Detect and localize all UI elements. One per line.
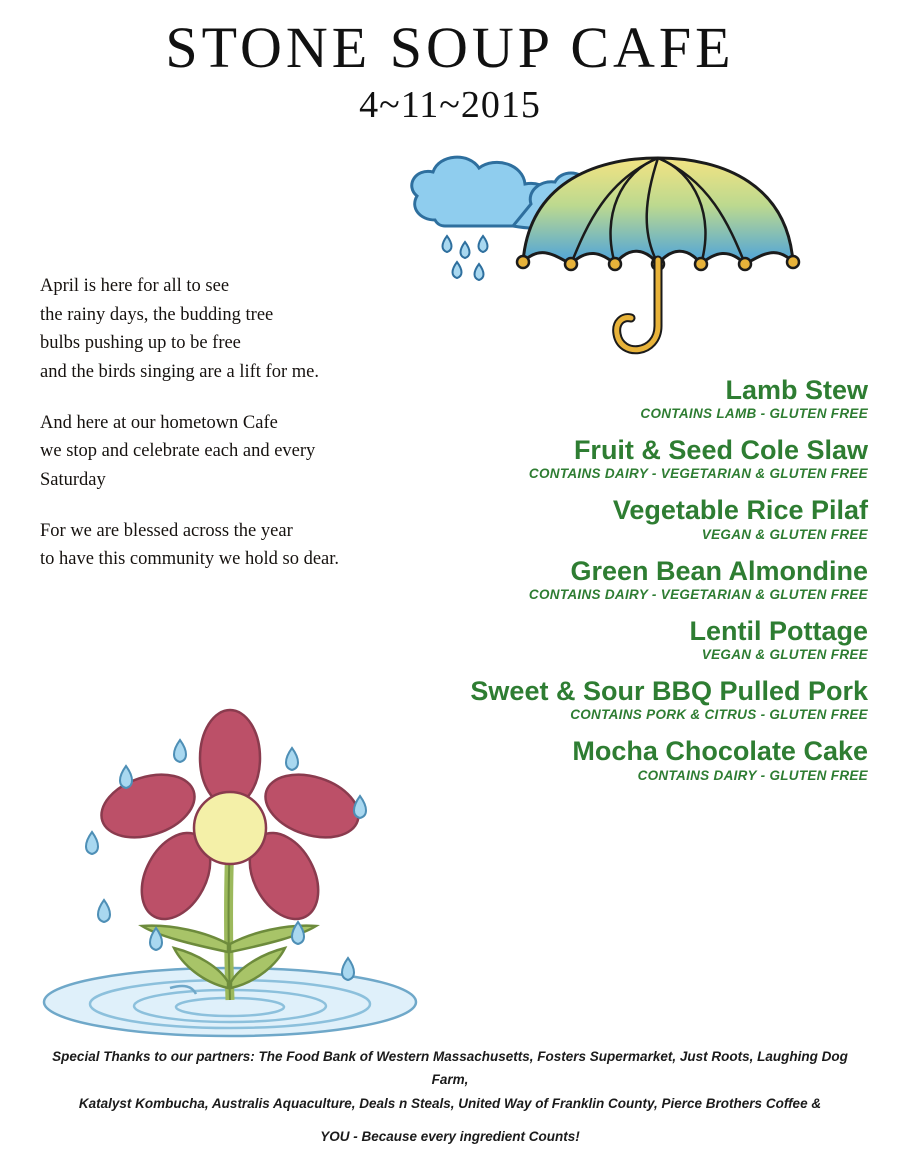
dish-dietary-note: CONTAINS LAMB - GLUTEN FREE xyxy=(640,406,868,422)
dish-name: Green Bean Almondine xyxy=(570,555,868,586)
flower-in-puddle-icon xyxy=(30,700,440,1045)
menu-item xyxy=(438,435,868,481)
footer-thanks xyxy=(40,1045,860,1150)
menu-item xyxy=(438,375,868,421)
dish-name: Fruit & Seed Cole Slaw xyxy=(573,435,868,466)
dish-dietary-note: CONTAINS DAIRY - GLUTEN FREE xyxy=(637,767,868,783)
dish-dietary-note: CONTAINS DAIRY - VEGETARIAN & GLUTEN FREE xyxy=(528,466,868,482)
poem-line: For we are blessed across the year xyxy=(40,520,293,541)
poem-line: Saturday xyxy=(40,470,106,491)
umbrella-with-rain-cloud-icon xyxy=(395,140,805,390)
poem-stanza xyxy=(40,272,440,387)
poem xyxy=(40,272,440,596)
menu-item xyxy=(438,495,868,541)
footer-line-1: Special Thanks to our partners: The Food Bank of Western Massachusetts, Fosters Supermarket, Just Roots, Laughing Dog Farm, xyxy=(52,1048,848,1088)
dish-dietary-note: VEGAN & GLUTEN FREE xyxy=(701,526,868,542)
header xyxy=(0,0,900,127)
dish-dietary-note: VEGAN & GLUTEN FREE xyxy=(701,647,868,663)
poem-line: and the birds singing are a lift for me. xyxy=(40,362,319,383)
menu-item xyxy=(438,616,868,662)
poem-line: bulbs pushing up to be free xyxy=(40,333,241,354)
page-date: 4~11~2015 xyxy=(359,83,541,126)
footer-line-3: YOU - Because every ingredient Counts! xyxy=(320,1129,580,1145)
dish-dietary-note: CONTAINS DAIRY - VEGETARIAN & GLUTEN FREE xyxy=(528,586,868,602)
dish-name: Sweet & Sour BBQ Pulled Pork xyxy=(470,676,868,707)
menu-item xyxy=(438,676,868,722)
dish-name: Lentil Pottage xyxy=(689,615,868,646)
footer-line-2: Katalyst Kombucha, Australis Aquaculture, Deals n Steals, United Way of Franklin County, Pierce Brothers Coffee & xyxy=(78,1095,822,1111)
poem-stanza xyxy=(40,409,440,495)
page-title: STONE SOUP CAFE xyxy=(165,15,735,80)
dish-dietary-note: CONTAINS PORK & CITRUS - GLUTEN FREE xyxy=(570,707,868,723)
poem-line: And here at our hometown Cafe xyxy=(40,412,278,433)
menu-item xyxy=(438,736,868,782)
poem-line: we stop and celebrate each and every xyxy=(40,441,316,462)
dish-name: Lamb Stew xyxy=(725,375,868,405)
dish-name: Mocha Chocolate Cake xyxy=(572,736,868,767)
menu-list xyxy=(438,375,868,797)
menu-item xyxy=(438,556,868,602)
poem-line: April is here for all to see xyxy=(40,276,230,296)
poem-stanza xyxy=(40,517,440,574)
dish-name: Vegetable Rice Pilaf xyxy=(612,495,868,526)
poem-line: to have this community we hold so dear. xyxy=(40,549,340,570)
poem-line: the rainy days, the budding tree xyxy=(40,304,274,325)
